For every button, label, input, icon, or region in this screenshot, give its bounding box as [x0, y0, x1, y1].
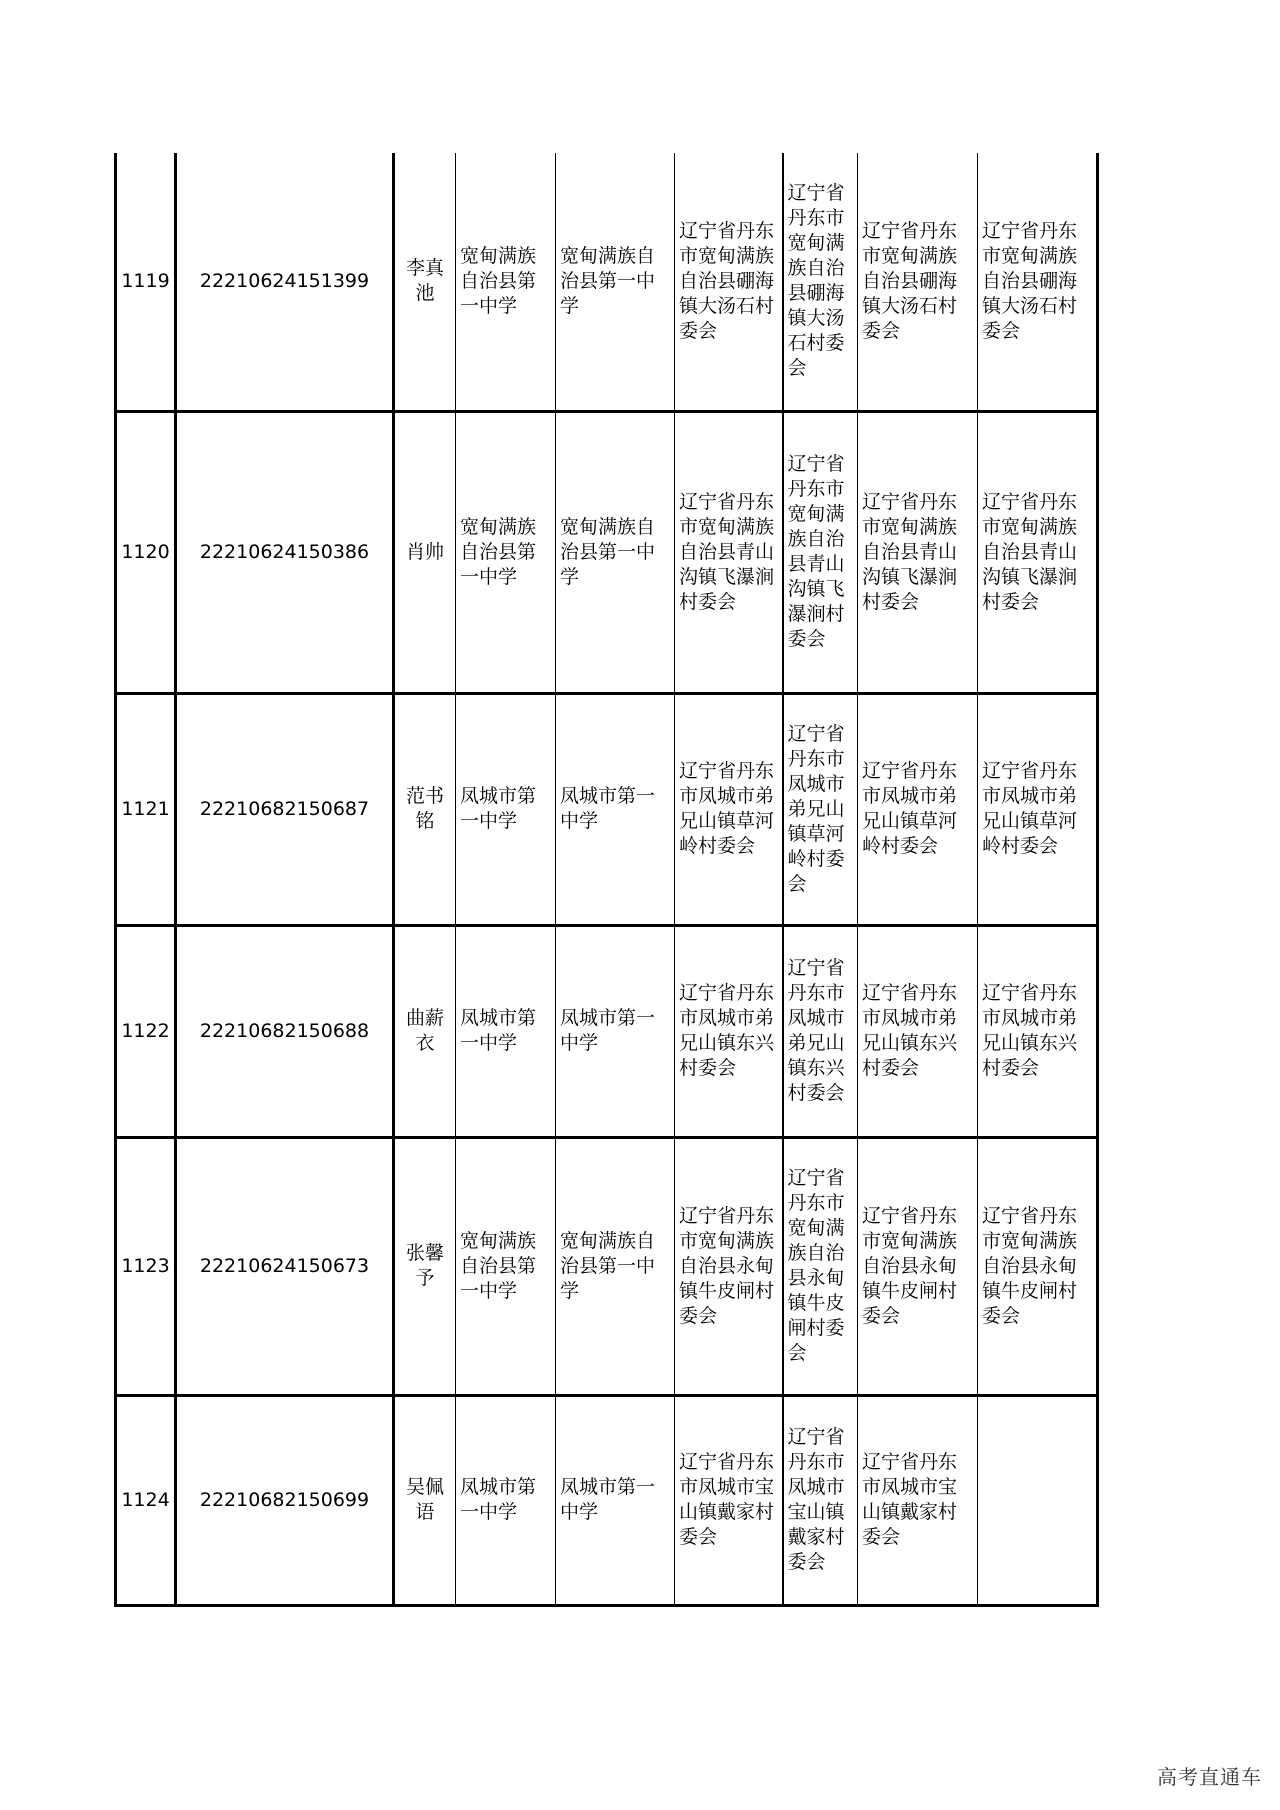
id-cell: 22210682150688	[176, 925, 394, 1137]
table-row	[116, 693, 1098, 925]
table-row	[116, 1395, 1098, 1605]
school-cell: 凤城市第一中学	[456, 1395, 556, 1605]
village-cell-narrow: 辽宁省丹东市宽甸满族自治县永甸镇牛皮闸村委会	[783, 1137, 858, 1395]
village-cell: 辽宁省丹东市宽甸满族自治县永甸镇牛皮闸村委会	[978, 1137, 1098, 1395]
village-cell: 辽宁省丹东市宽甸满族自治县青山沟镇飞瀑涧村委会	[858, 411, 978, 693]
name-cell: 吴佩语	[394, 1395, 456, 1605]
village-cell: 辽宁省丹东市凤城市弟兄山镇东兴村委会	[858, 925, 978, 1137]
school-alt-cell: 宽甸满族自治县第一中学	[556, 1137, 675, 1395]
watermark-text: 高考直通车	[1157, 1765, 1262, 1789]
village-cell: 辽宁省丹东市宽甸满族自治县硼海镇大汤石村委会	[675, 153, 783, 411]
village-cell: 辽宁省丹东市凤城市宝山镇戴家村委会	[858, 1395, 978, 1605]
seq-cell: 1120	[116, 411, 176, 693]
village-cell-narrow: 辽宁省丹东市凤城市宝山镇戴家村委会	[783, 1395, 858, 1605]
school-alt-cell: 凤城市第一中学	[556, 1395, 675, 1605]
seq-cell: 1124	[116, 1395, 176, 1605]
school-cell: 凤城市第一中学	[456, 925, 556, 1137]
school-cell: 宽甸满族自治县第一中学	[456, 153, 556, 411]
village-cell	[978, 1395, 1098, 1605]
school-cell: 宽甸满族自治县第一中学	[456, 1137, 556, 1395]
seq-cell: 1123	[116, 1137, 176, 1395]
name-cell: 曲薪衣	[394, 925, 456, 1137]
village-cell: 辽宁省丹东市凤城市弟兄山镇东兴村委会	[675, 925, 783, 1137]
id-cell: 22210624151399	[176, 153, 394, 411]
village-cell: 辽宁省丹东市宽甸满族自治县永甸镇牛皮闸村委会	[858, 1137, 978, 1395]
seq-cell: 1122	[116, 925, 176, 1137]
name-cell: 范书铭	[394, 693, 456, 925]
school-cell: 宽甸满族自治县第一中学	[456, 411, 556, 693]
table-row	[116, 153, 1098, 411]
id-cell: 22210682150699	[176, 1395, 394, 1605]
village-cell-narrow: 辽宁省丹东市凤城市弟兄山镇东兴村委会	[783, 925, 858, 1137]
table-row	[116, 411, 1098, 693]
village-cell: 辽宁省丹东市宽甸满族自治县青山沟镇飞瀑涧村委会	[675, 411, 783, 693]
village-cell: 辽宁省丹东市凤城市弟兄山镇草河岭村委会	[858, 693, 978, 925]
village-cell: 辽宁省丹东市凤城市弟兄山镇东兴村委会	[978, 925, 1098, 1137]
school-alt-cell: 凤城市第一中学	[556, 925, 675, 1137]
village-cell-narrow: 辽宁省丹东市宽甸满族自治县青山沟镇飞瀑涧村委会	[783, 411, 858, 693]
table-row	[116, 1137, 1098, 1395]
school-alt-cell: 宽甸满族自治县第一中学	[556, 153, 675, 411]
village-cell: 辽宁省丹东市凤城市弟兄山镇草河岭村委会	[675, 693, 783, 925]
name-cell: 李真池	[394, 153, 456, 411]
village-cell: 辽宁省丹东市凤城市宝山镇戴家村委会	[675, 1395, 783, 1605]
seq-cell: 1119	[116, 153, 176, 411]
name-cell: 肖帅	[394, 411, 456, 693]
village-cell-narrow: 辽宁省丹东市宽甸满族自治县硼海镇大汤石村委会	[783, 153, 858, 411]
village-cell: 辽宁省丹东市凤城市弟兄山镇草河岭村委会	[978, 693, 1098, 925]
school-cell: 凤城市第一中学	[456, 693, 556, 925]
roster-table	[114, 153, 1099, 1607]
seq-cell: 1121	[116, 693, 176, 925]
id-cell: 22210624150386	[176, 411, 394, 693]
village-cell: 辽宁省丹东市宽甸满族自治县硼海镇大汤石村委会	[978, 153, 1098, 411]
village-cell: 辽宁省丹东市宽甸满族自治县青山沟镇飞瀑涧村委会	[978, 411, 1098, 693]
school-alt-cell: 宽甸满族自治县第一中学	[556, 411, 675, 693]
school-alt-cell: 凤城市第一中学	[556, 693, 675, 925]
village-cell: 辽宁省丹东市宽甸满族自治县硼海镇大汤石村委会	[858, 153, 978, 411]
roster-table-body	[116, 153, 1098, 1605]
village-cell: 辽宁省丹东市宽甸满族自治县永甸镇牛皮闸村委会	[675, 1137, 783, 1395]
village-cell-narrow: 辽宁省丹东市凤城市弟兄山镇草河岭村委会	[783, 693, 858, 925]
id-cell: 22210624150673	[176, 1137, 394, 1395]
table-row	[116, 925, 1098, 1137]
id-cell: 22210682150687	[176, 693, 394, 925]
name-cell: 张馨予	[394, 1137, 456, 1395]
